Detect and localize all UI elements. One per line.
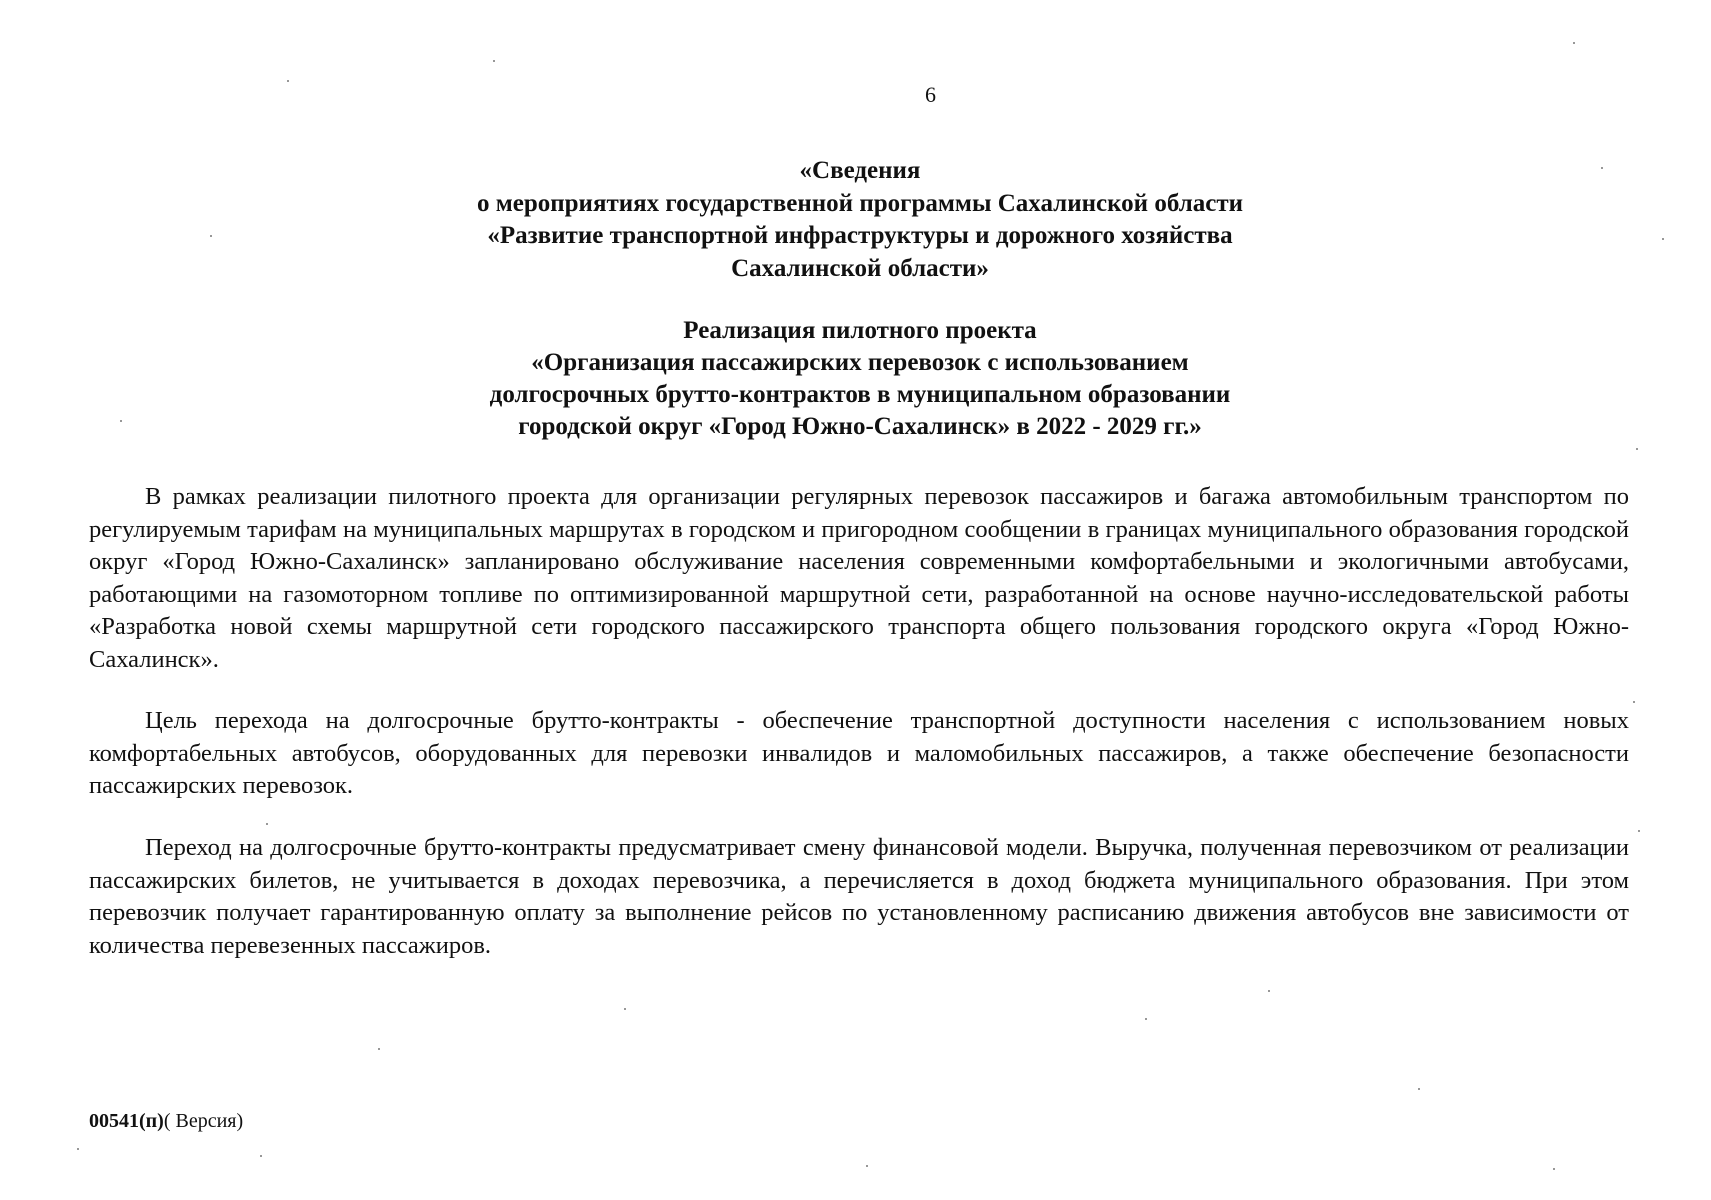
subtitle-line: долгосрочных брутто-контрактов в муниципальном образовании: [489, 381, 1231, 408]
scan-speck: [1145, 1018, 1147, 1020]
scan-speck: [493, 60, 495, 62]
scan-speck: [1268, 990, 1270, 992]
body-paragraph: В рамках реализации пилотного проекта для организации регулярных перевозок пассажиров и багажа автомобильным транспортом по регулируемым тарифам на муниципальных маршрутах в городском и пригородном сообщении в границах муниципального образования городской округ «Город Южно-Сахалинск» запланировано обслуживание населения современными комфортабельными и экологичными автобусами, работающими на газомоторном топливе по оптимизированной маршрутной сети, разработанной на основе научно-исследовательской работы «Разработка новой схемы маршрутной сети городского пассажирского транспорта общего пользования городского округа «Город Южно-Сахалинск».: [89, 483, 1629, 673]
scan-speck: [1662, 238, 1664, 240]
scan-speck: [1573, 42, 1575, 44]
body-paragraph: Переход на долгосрочные брутто-контракты предусматривает смену финансовой модели. Выручка, полученная перевозчиком от реализации пассажирских билетов, не учитывается в доходах перевозчика, а перечисляется в доход бюджета муниципального образования. При этом перевозчик получает гарантированную оплату за выполнение рейсов по установленному расписанию движения автобусов вне зависимости от количества перевезенных пассажиров.: [89, 834, 1629, 959]
scan-speck: [866, 1165, 868, 1167]
document-code: 00541(п): [89, 1110, 164, 1132]
scan-speck: [624, 1008, 626, 1010]
page-number: 6: [925, 82, 936, 107]
title-line: Сахалинской области»: [731, 254, 989, 282]
scan-speck: [1636, 448, 1638, 450]
scan-speck: [1418, 1088, 1420, 1090]
scan-speck: [1553, 1168, 1555, 1170]
title-line: о мероприятиях государственной программы Сахалинской области: [476, 189, 1244, 217]
subtitle-line: «Организация пассажирских перевозок с использованием: [531, 349, 1189, 376]
title-line: «Сведения: [799, 157, 921, 184]
document-subtitle: [330, 315, 1390, 443]
body-paragraph: Цель перехода на долгосрочные брутто-контракты - обеспечение транспортной доступности населения с использованием новых комфортабельных автобусов, оборудованных для перевозки инвалидов и маломобильных пассажиров, а также обеспечение безопасности пассажирских перевозок.: [89, 707, 1629, 799]
scan-speck: [287, 80, 289, 82]
title-line: «Развитие транспортной инфраструктуры и дорожного хозяйства: [487, 222, 1233, 249]
document-version: ( Версия): [163, 1110, 244, 1132]
subtitle-line: Реализация пилотного проекта: [683, 317, 1037, 344]
scan-speck: [1638, 830, 1640, 832]
scan-speck: [1633, 701, 1635, 703]
scan-speck: [210, 235, 212, 237]
document-footer: [89, 1110, 243, 1133]
scan-speck: [260, 1155, 262, 1157]
scan-speck: [77, 1148, 79, 1150]
scan-speck: [120, 420, 122, 422]
scan-speck: [1601, 167, 1603, 169]
subtitle-line: городской округ «Город Южно-Сахалинск» в 2022 - 2029 гг.»: [518, 413, 1202, 440]
document-title: [330, 155, 1390, 285]
scan-speck: [378, 1048, 380, 1050]
scan-speck: [266, 823, 268, 825]
